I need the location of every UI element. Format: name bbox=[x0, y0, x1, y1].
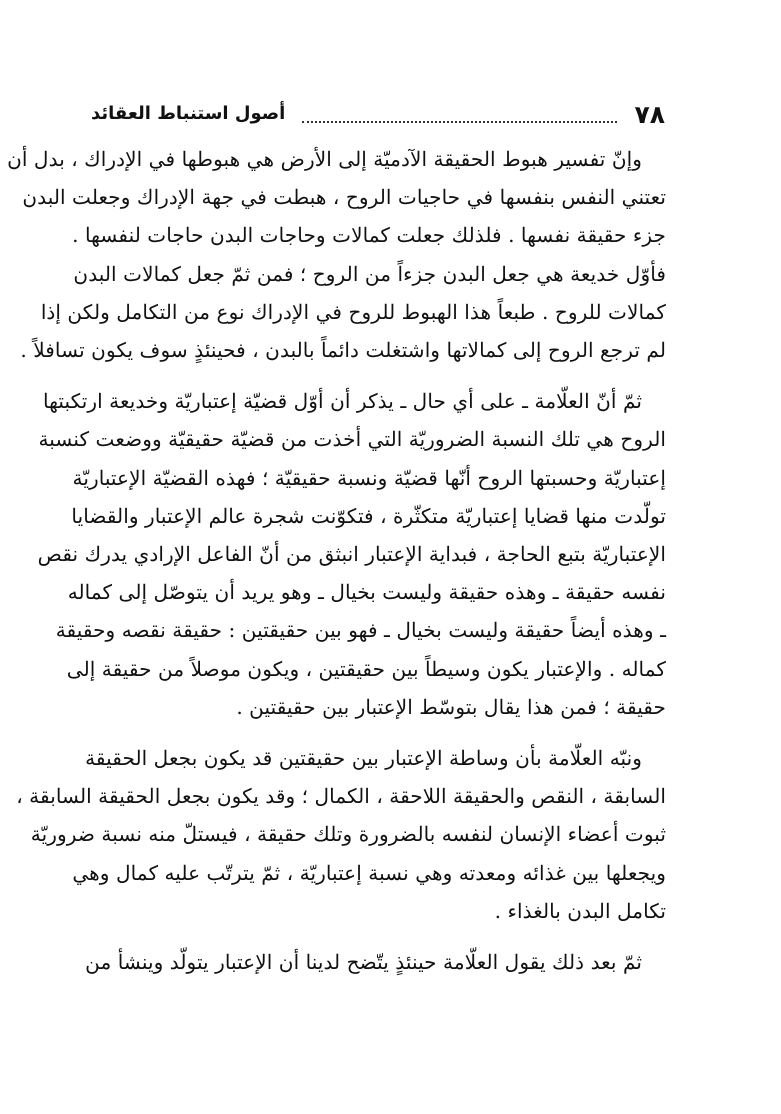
text-line: لم ترجع الروح إلى كمالاتها واشتغلت دائماً بالبدن ، فحينئذٍ سوف يكون تسافلاً . bbox=[20, 338, 666, 363]
paragraph bbox=[37, 382, 666, 726]
text-line: ثبوت أعضاء الإنسان لنفسه بالضرورة وتلك حقيقة ، فيستلّ منه نسبة ضروريّة bbox=[30, 822, 666, 847]
running-title: أصول استنباط العقائد bbox=[91, 103, 286, 124]
text-line: الروح هي تلك النسبة الضروريّة التي أخذت من قضيّة حقيقيّة ووضعت كنسبة bbox=[38, 427, 666, 452]
text-line: ـ وهذه أيضاً حقيقة وليست بخيال ـ فهو بين حقيقتين : حقيقة نقصه وحقيقة bbox=[55, 618, 666, 643]
text-line: السابقة ، النقص والحقيقة اللاحقة ، الكمال ؛ وقد يكون بجعل الحقيقة السابقة ، bbox=[16, 784, 666, 809]
paragraph bbox=[7, 140, 666, 369]
text-line: جزء حقيقة نفسها . فلذلك جعلت كمالات وحاجات البدن حاجات لنفسها . bbox=[72, 223, 666, 248]
text-line: حقيقة ؛ فمن هذا يقال بتوسّط الإعتبار بين حقيقتين . bbox=[236, 694, 666, 719]
text-line: فأوّل خديعة هي جعل البدن جزءاً من الروح ؛ فمن ثمّ جعل كمالات البدن bbox=[73, 261, 666, 286]
text-line: إعتباريّة وحسبتها الروح أنّها قضيّة ونسبة حقيقيّة ؛ فهذه القضيّة الإعتباريّة bbox=[72, 465, 666, 490]
page-header bbox=[91, 96, 665, 133]
page-body-text bbox=[7, 140, 666, 994]
text-line: تولّدت منها قضايا إعتباريّة متكثّرة ، فتكوّنت شجرة عالم الإعتبار والقضايا bbox=[71, 503, 666, 528]
text-line: ثمّ بعد ذلك يقول العلّامة حينئذٍ يتّضح لدينا أن الإعتبار يتولّد وينشأ من bbox=[85, 950, 642, 975]
text-line: تكامل البدن بالغذاء . bbox=[494, 898, 666, 923]
text-line: وإنّ تفسير هبوط الحقيقة الآدميّة إلى الأرض هي هبوطها في الإدراك ، بدل أن bbox=[7, 147, 642, 171]
paragraph bbox=[85, 943, 666, 981]
text-line: ويجعلها بين غذائه ومعدته وهي نسبة إعتباريّة ، ثمّ يترتّب عليه كمال وهي bbox=[72, 860, 666, 885]
text-line: نفسه حقيقة ـ وهذه حقيقة وليست بخيال ـ وهو يريد أن يتوصّل إلى كماله bbox=[67, 580, 666, 605]
text-line: الإعتباريّة بتبع الحاجة ، فبداية الإعتبار انبثق من أنّ الفاعل الإرادي يدرك نقص bbox=[37, 542, 666, 567]
text-line: ثمّ أنّ العلّامة ـ على أي حال ـ يذكر أن أوّل قضيّة إعتباريّة وخديعة ارتكبتها bbox=[42, 389, 642, 414]
paragraph bbox=[16, 739, 666, 930]
dotted-leader bbox=[302, 121, 617, 123]
text-line: كمالات للروح . طبعاً هذا الهبوط للروح في الإدراك نوع من التكامل ولكن إذا bbox=[40, 299, 666, 324]
text-line: كماله . والإعتبار يكون وسيطاً بين حقيقتين ، ويكون موصلاً من حقيقة إلى bbox=[66, 656, 666, 681]
text-line: ونبّه العلّامة بأن وساطة الإعتبار بين حقيقتين قد يكون بجعل الحقيقة bbox=[85, 746, 642, 771]
text-line: تعتني النفس بنفسها في حاجيات الروح ، هبطت في جهة الإدراك وجعلت البدن bbox=[22, 185, 666, 210]
page-number: ٧٨ bbox=[634, 99, 665, 129]
